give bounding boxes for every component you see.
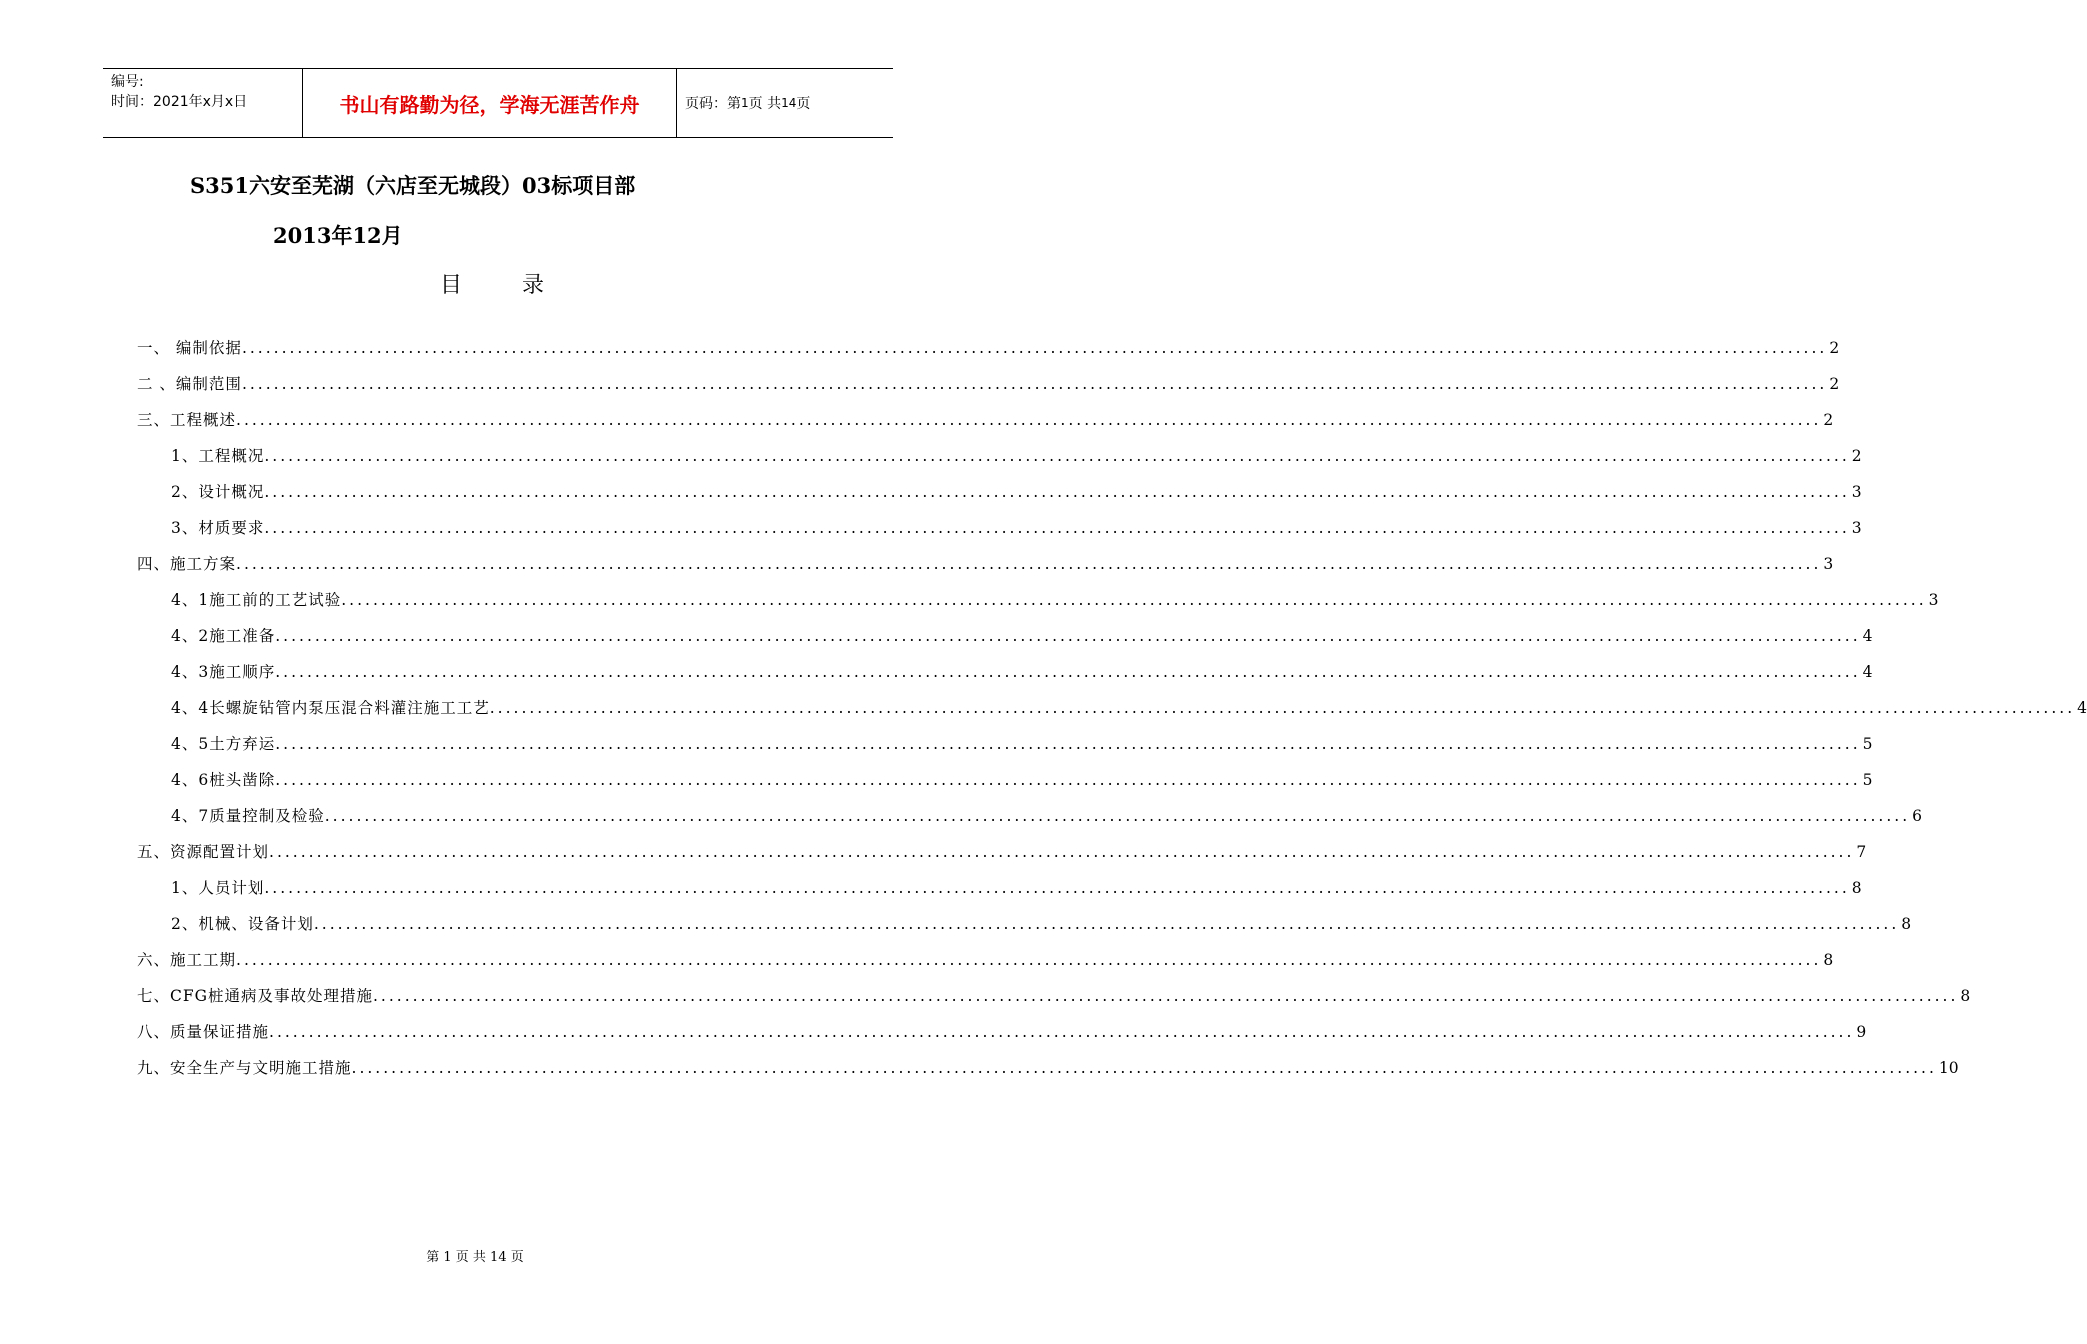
time-label: 时间：2021年x月x日 (111, 94, 248, 110)
toc-entry-label: 八、质量保证措施 (137, 1023, 270, 1041)
toc-entry[interactable] (137, 330, 1840, 366)
header-page-info (677, 69, 893, 137)
toc-entry[interactable] (137, 654, 1873, 690)
toc-entry-label: 4、3施工顺序 (171, 663, 276, 681)
toc-leader-dots: ........................................................................................................................................................................................................ (324, 807, 1911, 825)
toc-entry[interactable] (137, 510, 1862, 546)
toc-entry-label: 一、 编制依据 (137, 339, 242, 357)
page-mid: 页 共 (748, 96, 782, 112)
toc-entry-label: 1、工程概况 (171, 447, 265, 465)
toc-entry-label: 九、安全生产与文明施工措施 (137, 1059, 352, 1077)
toc-entry[interactable] (137, 798, 1923, 834)
table-of-contents (137, 330, 2087, 1086)
toc-entry-label: 2、设计概况 (171, 483, 265, 501)
toc-leader-dots: ........................................................................................................................................................................................................ (269, 843, 1855, 861)
toc-entry[interactable] (137, 906, 1912, 942)
toc-entry-label: 4、5土方弃运 (171, 735, 276, 753)
toc-entry-page: 2 (1851, 447, 1862, 465)
toc-leader-dots: ........................................................................................................................................................................................................ (275, 771, 1861, 789)
toc-entry-page: 6 (1912, 807, 1923, 825)
toc-entry[interactable] (137, 870, 1862, 906)
toc-entry-label: 七、CFG桩通病及事故处理措施 (137, 987, 373, 1005)
toc-entry-label: 2、机械、设备计划 (171, 915, 314, 933)
toc-entry-label: 4、7质量控制及检验 (171, 807, 325, 825)
toc-leader-dots: ........................................................................................................................................................................................................ (264, 483, 1850, 501)
toc-leader-dots: ........................................................................................................................................................................................................ (264, 447, 1850, 465)
toc-leader-dots: ........................................................................................................................................................................................................ (236, 411, 1822, 429)
page-prefix: 页码：第 (685, 96, 741, 112)
toc-leader-dots: ........................................................................................................................................................................................................ (341, 591, 1927, 609)
toc-entry[interactable] (137, 438, 1862, 474)
toc-entry-page: 8 (1823, 951, 1834, 969)
toc-leader-dots: ........................................................................................................................................................................................................ (269, 1023, 1855, 1041)
number-label: 编号: (111, 74, 144, 90)
toc-entry[interactable] (137, 618, 1873, 654)
toc-leader-dots: ........................................................................................................................................................................................................ (351, 1059, 1937, 1077)
toc-entry-page: 8 (1960, 987, 1971, 1005)
toc-entry[interactable] (137, 834, 1867, 870)
toc-leader-dots: ........................................................................................................................................................................................................ (275, 627, 1861, 645)
header-meta (103, 69, 303, 137)
toc-entry-page: 2 (1823, 411, 1834, 429)
toc-leader-dots: ........................................................................................................................................................................................................ (241, 339, 1828, 357)
toc-entry-page: 7 (1856, 843, 1867, 861)
toc-leader-dots: ........................................................................................................................................................................................................ (264, 519, 1850, 537)
toc-entry[interactable] (137, 366, 1840, 402)
toc-entry-label: 四、施工方案 (137, 555, 237, 573)
toc-entry-label: 4、2施工准备 (171, 627, 276, 645)
toc-leader-dots: ........................................................................................................................................................................................................ (264, 879, 1850, 897)
toc-entry[interactable] (137, 726, 1873, 762)
toc-leader-dots: ........................................................................................................................................................................................................ (275, 735, 1861, 753)
toc-entry[interactable] (137, 1014, 1867, 1050)
toc-leader-dots: ........................................................................................................................................................................................................ (236, 555, 1822, 573)
toc-entry[interactable] (137, 942, 1834, 978)
toc-entry-label: 二 、编制范围 (137, 375, 242, 393)
toc-entry-label: 4、6桩头凿除 (171, 771, 276, 789)
toc-entry-page: 4 (1862, 663, 1873, 681)
toc-leader-dots: ........................................................................................................................................................................................................ (241, 375, 1828, 393)
toc-entry-page: 4 (2077, 699, 2087, 717)
toc-entry-page: 3 (1851, 519, 1862, 537)
toc-entry-page: 8 (1901, 915, 1912, 933)
toc-leader-dots: ........................................................................................................................................................................................................ (489, 699, 2076, 717)
toc-entry-label: 三、工程概述 (137, 411, 237, 429)
page-suffix: 页 (796, 96, 811, 112)
toc-leader-dots: ........................................................................................................................................................................................................ (236, 951, 1822, 969)
toc-entry[interactable] (137, 582, 1939, 618)
toc-entry[interactable] (137, 546, 1834, 582)
toc-entry-label: 五、资源配置计划 (137, 843, 270, 861)
toc-heading: 目录 (440, 273, 605, 298)
toc-entry-label: 3、材质要求 (171, 519, 265, 537)
document-title: S351六安至芜湖（六店至无城段）03标项目部 (190, 173, 636, 198)
toc-entry-page: 8 (1851, 879, 1862, 897)
toc-entry-label: 4、4长螺旋钻管内泵压混合料灌注施工工艺 (171, 699, 490, 717)
page-header (103, 68, 893, 138)
toc-leader-dots: ........................................................................................................................................................................................................ (373, 987, 1959, 1005)
document-date: 2013年12月 (273, 223, 403, 248)
toc-entry-page: 10 (1938, 1059, 1959, 1077)
toc-entry[interactable] (137, 690, 2087, 726)
toc-leader-dots: ........................................................................................................................................................................................................ (275, 663, 1861, 681)
toc-entry-label: 4、1施工前的工艺试验 (171, 591, 342, 609)
toc-entry[interactable] (137, 1050, 1959, 1086)
toc-leader-dots: ........................................................................................................................................................................................................ (313, 915, 1900, 933)
page-footer: 第 1 页 共 14 页 (426, 1250, 524, 1265)
toc-entry[interactable] (137, 402, 1834, 438)
header-motto: 书山有路勤为径，学海无涯苦作舟 (303, 69, 677, 137)
toc-entry[interactable] (137, 978, 1971, 1014)
toc-entry-page: 3 (1851, 483, 1862, 501)
page-current: 1 (741, 96, 749, 110)
toc-entry[interactable] (137, 474, 1862, 510)
toc-entry-page: 2 (1829, 339, 1840, 357)
toc-entry-page: 3 (1823, 555, 1834, 573)
toc-entry-label: 六、施工工期 (137, 951, 237, 969)
toc-entry-page: 5 (1862, 735, 1873, 753)
toc-entry[interactable] (137, 762, 1873, 798)
toc-entry-page: 5 (1862, 771, 1873, 789)
toc-entry-page: 2 (1829, 375, 1840, 393)
toc-entry-page: 9 (1856, 1023, 1867, 1041)
toc-entry-label: 1、人员计划 (171, 879, 265, 897)
page-total: 14 (781, 96, 797, 110)
toc-entry-page: 4 (1862, 627, 1873, 645)
toc-entry-page: 3 (1928, 591, 1939, 609)
